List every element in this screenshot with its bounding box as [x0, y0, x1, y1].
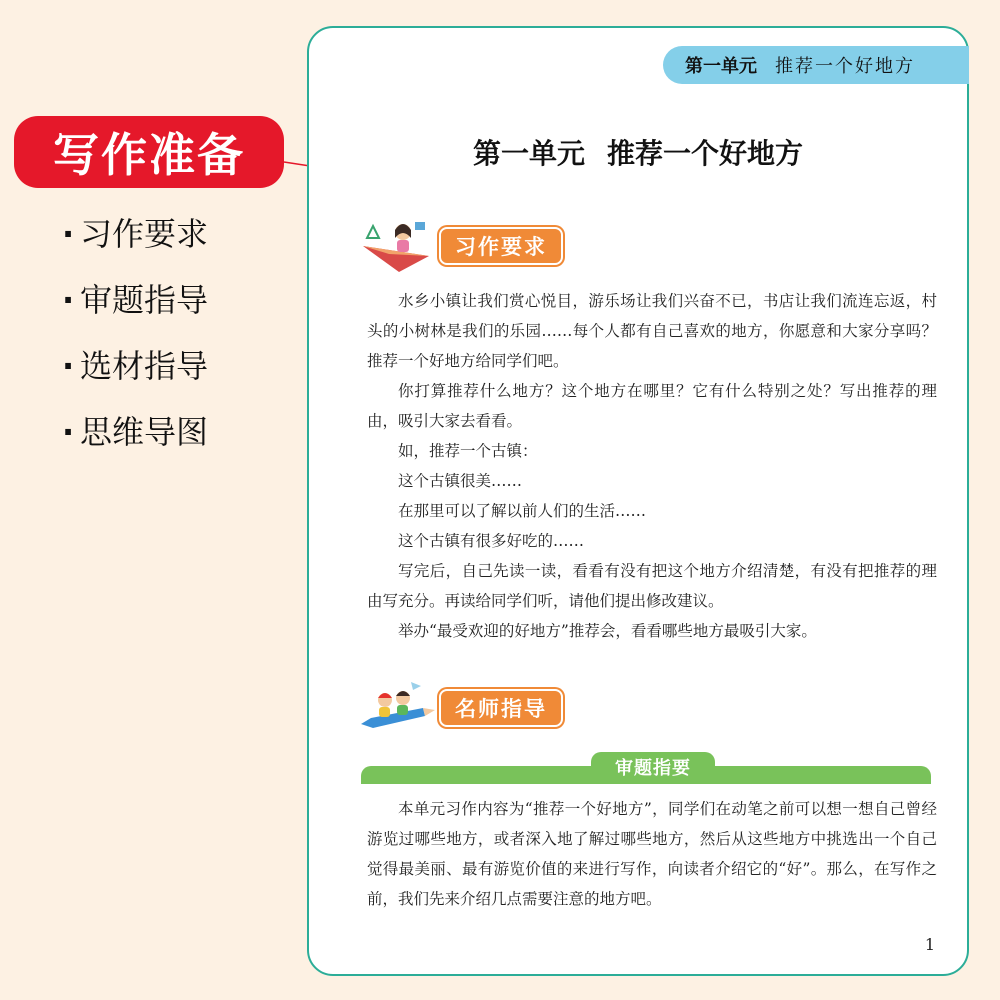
- header-unit: 第一单元: [685, 56, 757, 77]
- paragraph: 这个古镇有很多好吃的……: [398, 532, 585, 550]
- paragraph: 如，推荐一个古镇：: [398, 442, 538, 460]
- toc-item-label: 思维导图: [80, 413, 209, 451]
- section-teacher-guide-label: 名师指导: [439, 689, 563, 727]
- toc-item-label: 习作要求: [80, 215, 209, 253]
- requirements-text: [367, 286, 937, 646]
- guide-text: [367, 794, 937, 914]
- paragraph: 在那里可以了解以前人们的生活……: [398, 502, 647, 520]
- pencil-kids-icon: [359, 678, 439, 738]
- paragraph: 写完后，自己先读一读，看看有没有把这个地方介绍清楚，有没有把推荐的理由写充分。再读给同学们听，请他们提出修改建议。: [367, 562, 937, 610]
- page-number: 1: [924, 935, 935, 954]
- paragraph: 水乡小镇让我们赏心悦目，游乐场让我们兴奋不已，书店让我们流连忘返，村头的小树林是我们的乐园……每个人都有自己喜欢的地方，你愿意和大家分享吗？推荐一个好地方给同学们吧。: [367, 292, 937, 370]
- section-teacher-guide: [359, 678, 563, 738]
- section-requirements: [359, 216, 563, 276]
- running-header: [663, 46, 969, 84]
- toc-item[interactable]: · 审题指导: [62, 281, 209, 319]
- toc-item[interactable]: · 思维导图: [62, 413, 209, 451]
- page-title: 第一单元 推荐一个好地方: [472, 137, 804, 170]
- toc-item[interactable]: · 选材指导: [62, 347, 209, 385]
- toc-list: [62, 206, 208, 470]
- subsection-tab: 审题指要: [591, 752, 715, 782]
- toc-item-label: 审题指导: [80, 281, 209, 319]
- paper-plane-girl-icon: [359, 216, 439, 276]
- section-badge: 写作准备: [14, 116, 284, 188]
- paragraph: 你打算推荐什么地方？这个地方在哪里？它有什么特别之处？写出推荐的理由，吸引大家去看看。: [367, 382, 937, 430]
- toc-item-label: 选材指导: [80, 347, 209, 385]
- paragraph: 举办“最受欢迎的好地方”推荐会，看看哪些地方最吸引大家。: [398, 622, 817, 640]
- header-name: 推荐一个好地方: [775, 56, 915, 77]
- paragraph: 这个古镇很美……: [398, 472, 523, 490]
- paragraph: 本单元习作内容为“推荐一个好地方”，同学们在动笔之前可以想一想自己曾经游览过哪些地方，或者深入地了解过哪些地方，然后从这些地方中挑选出一个自己觉得最美丽、最有游览价值的来进行写作，向读者介绍它的“好”。那么，在写作之前，我们先来介绍几点需要注意的地方吧。: [367, 800, 937, 908]
- section-requirements-label: 习作要求: [439, 227, 563, 265]
- toc-item[interactable]: · 习作要求: [62, 215, 209, 253]
- book-page: [307, 26, 969, 976]
